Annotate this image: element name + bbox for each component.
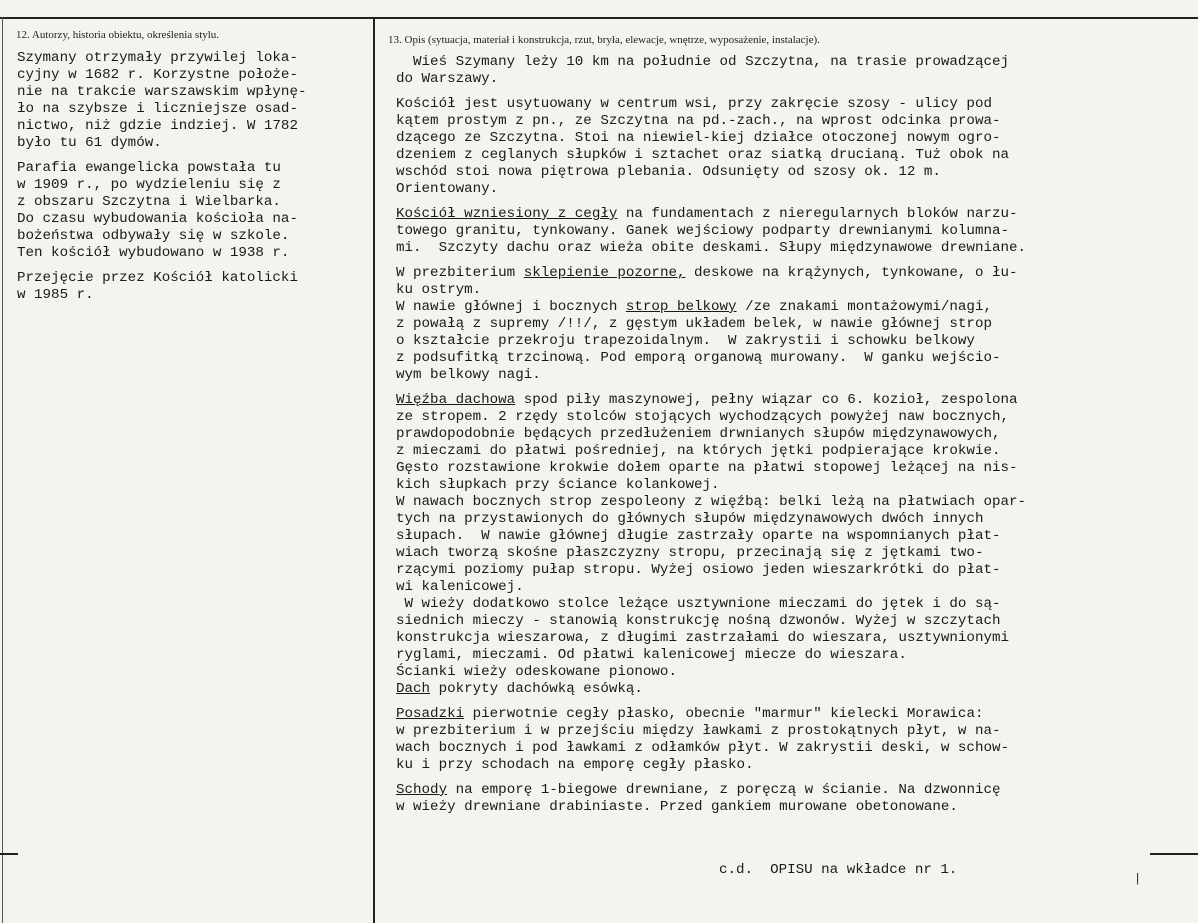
description-paragraph: [396, 265, 1186, 384]
text-line: bożeństwa odbywały się w szkole.: [17, 228, 290, 244]
text-line: z powałą z supremy /!!/, z gęstym układem belek, w nawie głównej strop: [396, 316, 992, 332]
text-line: mi. Szczyty dachu oraz wieża obite deskami. Słupy międzynawowe drewniane.: [396, 240, 1027, 256]
underlined-term: Posadzki: [396, 706, 465, 722]
text-line: ło na szybsze i liczniejsze osad-: [17, 101, 298, 117]
underlined-term: Kościół wzniesiony z cegły: [396, 206, 618, 222]
text-line: Ten kościół wybudowano w 1938 r.: [17, 245, 290, 261]
text-line: ku i przy schodach na emporę cegły płasko.: [396, 757, 754, 773]
text-line: [396, 299, 1186, 316]
text-line: z obszaru Szczytna i Wielbarka.: [17, 194, 281, 210]
history-paragraph: [17, 50, 367, 152]
text-line: konstrukcja wieszarowa, z długimi zastrzałami do wieszara, usztywnionymi: [396, 630, 1009, 646]
line-text: spod piły maszynowej, pełny wiązar co 6. kozioł, zespolona: [515, 392, 1018, 408]
text-line: w 1985 r.: [17, 287, 94, 303]
text-line: słupach. W nawie głównej długie zastrzały oparte na wspomnianych płat-: [396, 528, 1001, 544]
text-line: W nawach bocznych strop zespoleony z więźbą: belki leżą na płatwiach opar-: [396, 494, 1027, 510]
underlined-term: sklepienie pozorne,: [523, 265, 686, 281]
line-text: deskowe na krążynych, tynkowane, o łu-: [685, 265, 1018, 281]
section-12-header: 12. Autorzy, historia obiektu, określenia stylu.: [16, 29, 220, 41]
line-text: na fundamentach z nieregularnych bloków narzu-: [617, 206, 1018, 222]
text-line: Ścianki wieży odeskowane pionowo.: [396, 664, 677, 680]
text-line: wym belkowy nagi.: [396, 367, 541, 383]
underlined-term: Schody: [396, 782, 448, 798]
text-line: cyjny w 1682 r. Korzystne położe-: [17, 67, 298, 83]
text-line: wi kalenicowej.: [396, 579, 524, 595]
text-line: do Warszawy.: [396, 71, 499, 87]
continuation-note: c.d. OPISU na wkładce nr 1.: [719, 862, 958, 878]
description-paragraph: [396, 706, 1186, 774]
underlined-term: strop belkowy: [625, 299, 737, 315]
text-line: w 1909 r., po wydzieleniu się z: [17, 177, 281, 193]
text-line: [396, 206, 1186, 223]
text-line: siednich mieczy - stanowią konstrukcję nośną dzwonów. Wyżej w szczytach: [396, 613, 1001, 629]
history-paragraph: [17, 160, 367, 262]
text-line: o kształcie przekroju trapezoidalnym. W zakrystii i schowku belkowy: [396, 333, 975, 349]
text-line: Kościół jest usytuowany w centrum wsi, przy zakręcie szosy - ulicy pod: [396, 96, 992, 112]
text-line: Przejęcie przez Kościół katolicki: [17, 270, 298, 286]
text-line: wiach tworzą skośne płaszczyzny stropu, przecinają się z jętkami two-: [396, 545, 984, 561]
text-line: kątem prostym z pn., ze Szczytna na pd.-zach., na wprost odcinka prowa-: [396, 113, 1001, 129]
bottom-right-rule: [1150, 853, 1198, 855]
description-paragraph: [396, 392, 1186, 698]
text-line: W wieży dodatkowo stolce leżące usztywnione mieczami do jętek i do są-: [396, 596, 1001, 612]
description-column: [396, 54, 1186, 824]
top-rule: [0, 17, 1198, 19]
text-line: dzącego ze Szczytna. Stoi na niewiel-kiej działce otoczonej nowym ogro-: [396, 130, 1001, 146]
text-line: [396, 392, 1186, 409]
text-line: rzącymi poziomy pułap stropu. Wyżej osiowo jeden wieszarkrótki do płat-: [396, 562, 1001, 578]
line-prefix: W nawie głównej i bocznych: [396, 299, 626, 315]
left-rule: [2, 17, 3, 923]
text-line: Szymany otrzymały przywilej loka-: [17, 50, 298, 66]
history-paragraph: [17, 270, 367, 304]
description-paragraph: [396, 782, 1186, 816]
bottom-left-rule: [0, 853, 18, 855]
underlined-term: Dach: [396, 681, 431, 697]
text-line: z mieczami do płatwi pośredniej, na których jętki podpierające krokwie.: [396, 443, 1001, 459]
text-line: kich słupkach przy ściance kolankowej.: [396, 477, 720, 493]
text-line: [396, 681, 1186, 698]
text-line: nictwo, niż gdzie indziej. W 1782: [17, 118, 298, 134]
text-line: dzeniem z ceglanych słupków i sztachet oraz siatką drucianą. Tuż obok na: [396, 147, 1009, 163]
text-line: Wieś Szymany leży 10 km na południe od Szczytna, na trasie prowadzącej: [396, 54, 1009, 70]
text-line: wach bocznych i pod ławkami z odłamków płyt. W zakrystii deski, w schow-: [396, 740, 1009, 756]
description-paragraph: [396, 54, 1186, 88]
text-line: ku ostrym.: [396, 282, 482, 298]
text-line: ze stropem. 2 rzędy stolców stojących wychodzących powyżej naw bocznych,: [396, 409, 1009, 425]
text-line: z podsufitką trzcinową. Pod emporą organową murowany. W ganku wejścio-: [396, 350, 1001, 366]
text-line: towego granitu, tynkowany. Ganek wejściowy podparty drewnianymi kolumna-: [396, 223, 1009, 239]
text-line: [396, 782, 1186, 799]
text-line: [396, 265, 1186, 282]
line-text: /ze znakami montażowymi/nagi,: [736, 299, 992, 315]
line-prefix: W prezbiterium: [396, 265, 524, 281]
description-paragraph: [396, 206, 1186, 257]
text-line: [396, 706, 1186, 723]
text-line: Do czasu wybudowania kościoła na-: [17, 211, 298, 227]
text-line: w wieży drewniane drabiniaste. Przed gankiem murowane obetonowane.: [396, 799, 958, 815]
underlined-term: Więźba dachowa: [396, 392, 516, 408]
line-text: pokryty dachówką esówką.: [430, 681, 643, 697]
text-line: ryglami, mieczami. Od płatwi kalenicowej miecze do wieszara.: [396, 647, 907, 663]
line-text: pierwotnie cegły płasko, obecnie "marmur" kielecki Morawica:: [464, 706, 984, 722]
text-line: Parafia ewangelicka powstała tu: [17, 160, 281, 176]
text-line: prawdopodobnie będących przedłużeniem drwnianych słupów międzynawowych,: [396, 426, 1001, 442]
description-paragraph: [396, 96, 1186, 198]
margin-mark: |: [1134, 872, 1142, 886]
text-line: Gęsto rozstawione krokwie dołem oparte na płatwi stopowej leżącej na nis-: [396, 460, 1018, 476]
text-line: Orientowany.: [396, 181, 499, 197]
text-line: nie na trakcie warszawskim wpłynę-: [17, 84, 307, 100]
text-line: w prezbiterium i w przejściu między ławkami z prostokątnych płyt, w na-: [396, 723, 1001, 739]
history-column: [17, 50, 367, 312]
line-text: na emporę 1-biegowe drewniane, z poręczą w ścianie. Na dzwonnicę: [447, 782, 1001, 798]
column-divider: [373, 17, 375, 923]
text-line: tych na przystawionych do głównych słupów międzynawowych dwóch innych: [396, 511, 984, 527]
text-line: wschód stoi nowa piętrowa plebania. Odsunięty od szosy ok. 12 m.: [396, 164, 941, 180]
text-line: było tu 61 dymów.: [17, 135, 162, 151]
section-13-header: 13. Opis (sytuacja, materiał i konstrukcja, rzut, bryła, elewacje, wnętrze, wyposażenie, instalacje).: [388, 34, 820, 46]
